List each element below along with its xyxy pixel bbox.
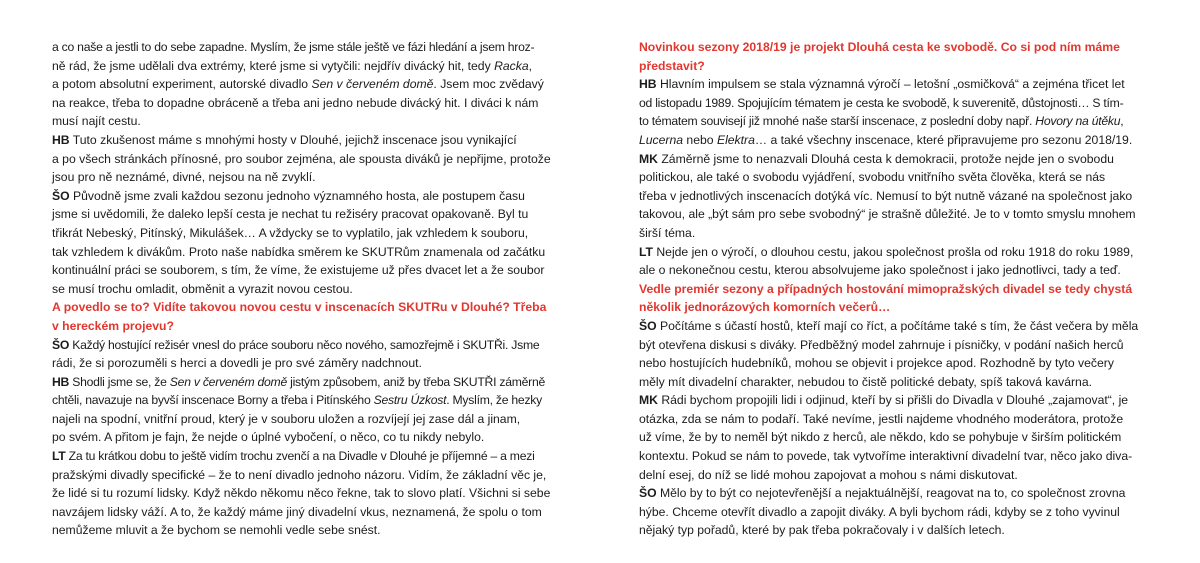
text-line [52, 410, 557, 429]
text-line [52, 280, 557, 299]
text-line [639, 317, 1145, 336]
interview-answer [52, 336, 557, 373]
speaker-initials: HB [52, 374, 70, 389]
text-line [52, 298, 557, 317]
text-run: Za tu krátkou dobu to ještě vidím trochu zvenčí a na Divadle v Dlouhé je příjemné – a mezi [65, 449, 535, 464]
text-line [52, 38, 557, 57]
speaker-initials: MK [639, 151, 658, 166]
text-run: v hereckém projevu? [52, 318, 174, 333]
text-run: . Myslím, že hezky [446, 393, 542, 408]
left-column [52, 38, 557, 540]
text-line [639, 336, 1145, 355]
text-run: být otevřena diskusi s diváky. Předběžný model zahrnuje i písničky, v podání našich herců [639, 337, 1124, 352]
text-run: Shodli jsme se, že [69, 374, 170, 389]
title-italic: Elektra [716, 132, 755, 147]
text-line [639, 466, 1145, 485]
text-run: jsou pro ně neznámé, divné, nejsou na ně zvyklí. [52, 170, 316, 185]
text-run: chtěli, navazuje na byvší inscenace Borny a třeba i Pitínského [52, 393, 374, 408]
text-run: , [528, 58, 533, 73]
text-run: nemůžeme mluvit a že bychom se nemohli vedle sebe snést. [52, 523, 381, 538]
interview-answer [52, 38, 557, 131]
interview-answer [52, 131, 557, 187]
text-line [52, 428, 557, 447]
text-run: se musí trochu omladit, obměnit a vyrazit novou cestou. [52, 281, 353, 296]
speaker-initials: ŠO [639, 318, 657, 333]
text-run: Počítáme s účastí hostů, kteří mají co říct, a počítáme také s tím, že část večera by měla [656, 318, 1139, 333]
text-line [639, 150, 1145, 169]
text-line [639, 112, 1145, 131]
text-line [52, 317, 557, 336]
interview-answer [52, 373, 557, 447]
text-run: jistým způsobem, aniž by třeba SKUTŘI záměrně [286, 374, 546, 389]
text-run: to tématem souvisejí již mnohé naše starší inscenace, z poslední doby např. [639, 114, 1036, 129]
text-run: nějaký typ pořadů, které by pak třeba pokračovaly i v dalších letech. [639, 523, 1005, 538]
text-line [52, 168, 557, 187]
interview-answer [639, 150, 1145, 243]
title-italic: Lucerna [639, 132, 684, 147]
text-line [639, 484, 1145, 503]
text-run: ně rád, že jsme udělali dva extrémy, které jsme si vytyčili: nejdřív divácký hit, tedy [52, 58, 495, 73]
text-line [52, 503, 557, 522]
text-run: nebo hostujících hudebníků, mohou se objevit i projekce apod. Rozhodně by tyto večery [639, 356, 1114, 371]
text-run: delní esej, do níž se lidé mohou zapojovat a mohou s námi diskutovat. [639, 467, 1018, 482]
text-run: … a také všechny inscenace, které připravujeme pro sezonu 2018/19. [754, 132, 1133, 147]
text-line [52, 75, 557, 94]
text-run: pražskými divadly specifické – že to není divadlo jednoho názoru. Vidím, že základní věc je, [52, 467, 547, 482]
interview-answer [639, 243, 1145, 280]
text-run: Rádi bychom propojili lidi i odjinud, kteří by si přišli do Divadla v Dlouhé „zajamovat“, je [657, 393, 1129, 408]
speaker-initials: ŠO [52, 337, 70, 352]
text-run: Záměrně jsme to nenazvali Dlouhá cesta k demokracii, protože nejde jen o svobodu [657, 151, 1114, 166]
interview-question [639, 280, 1145, 317]
text-run: hýbe. Chceme otevřít divadlo a zapojit diváky. A byli bychom rádi, kdyby se z toho vyvinul [639, 504, 1120, 519]
text-line [52, 447, 557, 466]
text-line [52, 94, 557, 113]
text-run: otázka, zda se nám to podaří. Také nevíme, jestli najdeme vhodného moderátora, protože [639, 411, 1124, 426]
text-run: Nejde jen o výročí, o dlouhou cestu, jakou společnost prošla od roku 1918 do roku 1989, [652, 244, 1134, 259]
speaker-initials: ŠO [639, 486, 657, 501]
text-line [52, 205, 557, 224]
text-line [639, 57, 1145, 76]
text-run: několik jednorázových komorních večerů… [639, 300, 891, 315]
text-run: a po všech stránkách přínosné, pro soubor zejména, ale spousta diváků je nepřijme, protože [52, 151, 551, 166]
title-italic: Sen v červeném domě [169, 374, 287, 389]
interview-answer [52, 187, 557, 299]
title-italic: Racka [494, 58, 529, 73]
text-run: . Jsem moc zvědavý [433, 77, 544, 92]
text-run: měly mít divadelní charakter, nebudou to čistě politické debaty, spíš taková kavárna. [639, 374, 1092, 389]
text-line [639, 205, 1145, 224]
text-line [52, 150, 557, 169]
text-line [52, 373, 557, 392]
text-line [639, 391, 1145, 410]
interview-answer [639, 391, 1145, 484]
text-line [52, 224, 557, 243]
text-run: kontextu. Pokud se nám to povede, tak vytvoříme interaktivní divadelní tvar, něco jako diva- [639, 449, 1133, 464]
text-line [639, 131, 1145, 150]
title-italic: Hovory na útěku [1035, 114, 1121, 129]
text-run: že lidé si tu rozumí lidsky. Když někdo někomu něco řekne, tak to slovo platí. Všichni si sebe [52, 486, 551, 501]
text-run: tak vzhledem k divákům. Proto naše nabídka směrem ke SKUTRům znamenala od začátku [52, 244, 546, 259]
text-run: třikrát Nebeský, Pitínský, Mikulášek… A vždycky se to vyplatilo, jak vzhledem k souboru, [52, 225, 529, 240]
text-line [639, 428, 1145, 447]
text-line [52, 466, 557, 485]
text-run: Vedle premiér sezony a případných hostování mimopražských divadel se tedy chystá [639, 281, 1133, 296]
text-line [639, 94, 1145, 113]
text-run: jsme si uvědomili, že daleko lepší cesta je nechat tu režiséry pracovat opakovaně. Byl tu [52, 207, 529, 222]
text-run: Tuto zkušenost máme s mnohými hosty v Dlouhé, jejichž inscenace jsou vynikající [69, 132, 517, 147]
text-run: politickou, ale také o svobodu vyjádření, svobodu vnitřního světa člověka, která se nás [639, 170, 1106, 185]
text-run: A povedlo se to? Vidíte takovou novou cestu v inscenacích SKUTRu v Dlouhé? Třeba [52, 300, 547, 315]
interview-answer [639, 75, 1145, 149]
speaker-initials: LT [52, 449, 66, 464]
text-line [639, 243, 1145, 262]
text-run: Hlavním impulsem se stala významná výročí – letošní „osmičková“ a zejména třicet let [656, 77, 1125, 92]
text-run: třeba v jednotlivých inscenacích dotýká víc. Nemusí to být nutně vázané na společnost jako [639, 188, 1133, 203]
text-run: Původně jsme zvali každou sezonu jednoho významného hosta, ale postupem času [69, 188, 525, 203]
text-run: musí najít cestu. [52, 114, 141, 129]
text-line [52, 521, 557, 540]
text-line [639, 187, 1145, 206]
text-line [639, 224, 1145, 243]
text-line [52, 354, 557, 373]
speaker-initials: HB [52, 132, 70, 147]
text-run: a potom absolutní experiment, autorské divadlo [52, 77, 312, 92]
text-line [639, 447, 1145, 466]
speaker-initials: HB [639, 77, 657, 92]
text-line [639, 521, 1145, 540]
text-line [639, 261, 1145, 280]
text-line [639, 168, 1145, 187]
text-line [52, 391, 557, 410]
text-run: Novinkou sezony 2018/19 je projekt Dlouhá cesta ke svobodě. Co si pod ním máme [639, 40, 1120, 54]
text-run: na reakce, třeba to dopadne obráceně a třeba ani jedno nebude divácký hit. I diváci k nám [52, 95, 539, 110]
text-line [639, 280, 1145, 299]
text-run: , [1120, 114, 1124, 129]
text-run: a co naše a jestli to do sebe zapadne. Myslím, že jsme stále ještě ve fázi hledání a jsem hroz- [52, 40, 535, 54]
interview-question [639, 38, 1145, 75]
title-italic: Sen v červeném domě [311, 77, 434, 92]
text-run: Mělo by to být co nejotevřenější a nejaktuálnější, reagovat na to, co společnost zrovna [656, 486, 1126, 501]
text-run: najeli na spodní, vnitřní proud, který je v souboru uložen a rozvíjejí jej zase dál a jinam, [52, 411, 521, 426]
text-line [639, 75, 1145, 94]
text-run: nebo [683, 132, 717, 147]
speaker-initials: LT [639, 244, 653, 259]
text-run: Každý hostující režisér vnesl do práce souboru něco nového, samozřejmě i SKUTŘi. Jsme [69, 337, 540, 352]
text-run: rádi, že si porozuměli s herci a dovedli je pro své záměry nadchnout. [52, 356, 422, 371]
text-line [639, 373, 1145, 392]
speaker-initials: MK [639, 393, 658, 408]
text-line [639, 503, 1145, 522]
text-line [52, 336, 557, 355]
text-line [52, 243, 557, 262]
text-run: po svém. A přitom je fajn, že nejde o úplné vybočení, o něco, co tu nikdy nebylo. [52, 430, 485, 445]
right-column [639, 38, 1145, 540]
text-line [52, 112, 557, 131]
text-line [639, 410, 1145, 429]
text-run: kontinuální práci se souborem, s tím, že víme, že existujeme už přes dvacet let a že soubor [52, 263, 545, 278]
text-run: navzájem lidsky váží. A to, že každý máme jiný divadelní vkus, neznamená, že spolu o tom [52, 504, 542, 519]
text-run: od listopadu 1989. Spojujícím tématem je cesta ke svobodě, k suverenitě, důstojnosti… S tím- [639, 95, 1124, 110]
text-run: představit? [639, 58, 705, 73]
text-line [52, 131, 557, 150]
interview-answer [639, 317, 1145, 391]
text-line [52, 57, 557, 76]
text-run: takovou, ale „být sám pro sebe svobodný“ je strašně důležité. Je to v tomto smyslu mnohem [639, 207, 1136, 222]
text-run: už víme, že by to neměl být nikdo z herců, ale někdo, kdo se pohybuje v širším politickém [639, 430, 1122, 445]
text-line [52, 484, 557, 503]
text-line [52, 187, 557, 206]
interview-answer [639, 484, 1145, 540]
text-line [52, 261, 557, 280]
text-line [639, 298, 1145, 317]
text-line [639, 38, 1145, 57]
text-line [639, 354, 1145, 373]
text-run: širší téma. [639, 225, 696, 240]
interview-answer [52, 447, 557, 540]
speaker-initials: ŠO [52, 188, 70, 203]
title-italic: Sestru Úzkost [373, 393, 447, 408]
text-run: ale o nekonečnou cestu, kterou absolvujeme jako společnost i jako jednotlivci, tady a teď. [639, 263, 1121, 278]
interview-question [52, 298, 557, 335]
